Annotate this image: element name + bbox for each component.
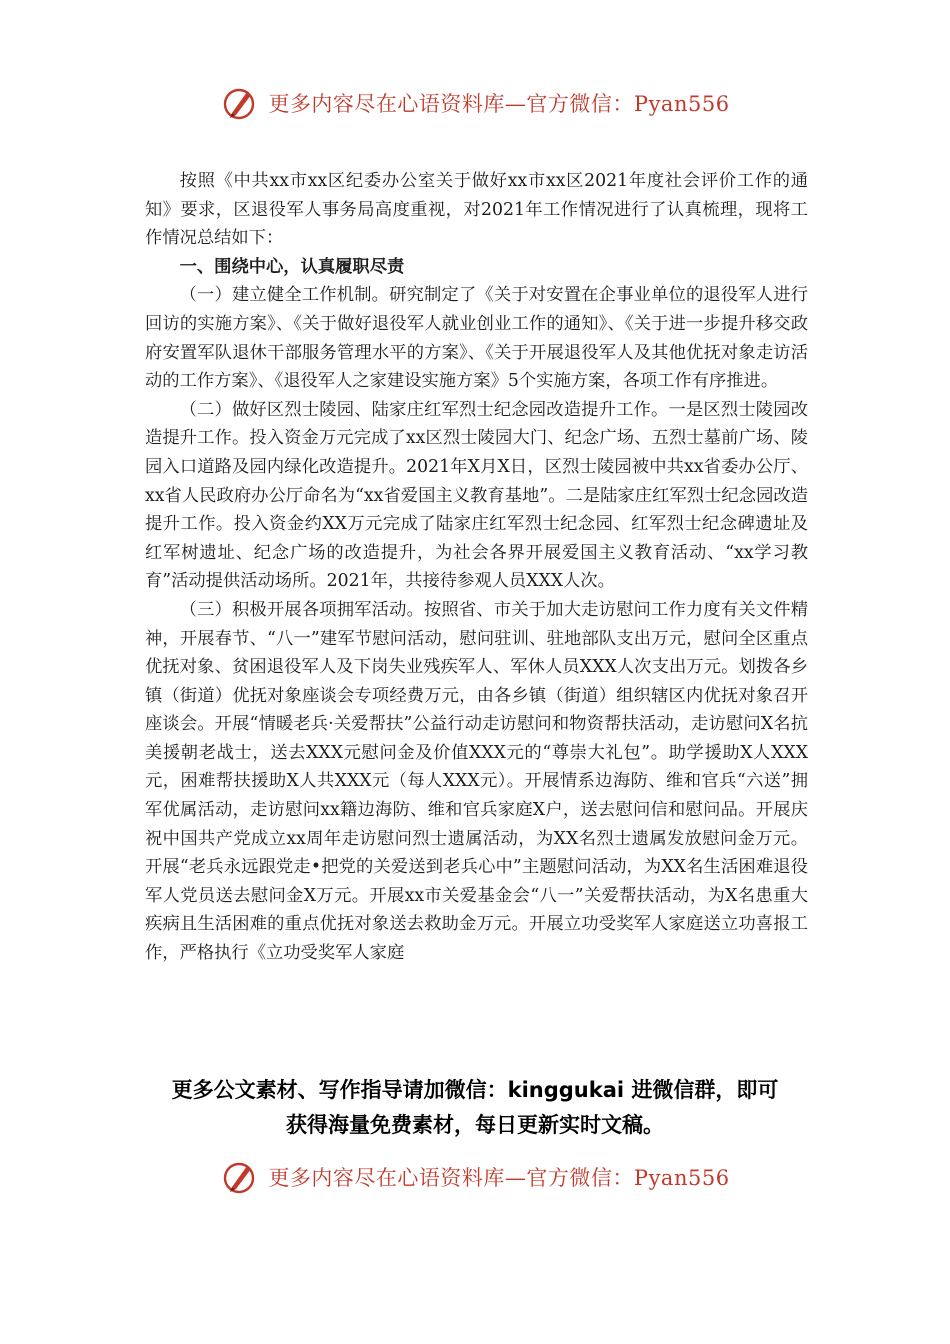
pen-logo-icon [220, 83, 260, 123]
promo-notice [100, 1073, 850, 1143]
paragraph-work-mechanism: （一）建立健全工作机制。研究制定了《关于对安置在企事业单位的退役军人进行回访的实施方案》、《关于做好退役军人就业创业工作的通知》、《关于进一步提升移交政府安置军队退休干部服务管理水平的方案》、《关于开展退役军人及其他优抚对象走访活动的工作方案》、《退役军人之家建设实施方案》5个实施方案，各项工作有序推进。 [145, 285, 808, 392]
paragraph-support-military: （三）积极开展各项拥军活动。按照省、市关于加大走访慰问工作力度有关文件精神，开展春节、“八一”建军节慰问活动，慰问驻训、驻地部队支出万元，慰问全区重点优抚对象、贫困退役军人及下岗失业残疾军人、军休人员XXX人次支出万元。划拨各乡镇（街道）优抚对象座谈会专项经费万元，由各乡镇（街道）组织辖区内优抚对象召开座谈会。开展“情暖老兵·关爱帮扶”公益行动走访慰问和物资帮扶活动，走访慰问X名抗美援朝老战士，送去XXX元慰问金及价值XXX元的“尊崇大礼包”。助学援助X人XXX元，困难帮扶援助X人共XXX元（每人XXX元）。开展情系边海防、维和官兵“六送”拥军优属活动，走访慰问xx籍边海防、维和官兵家庭X户，送去慰问信和慰问品。开展庆祝中国共产党成立xx周年走访慰问烈士遗属活动，为XX名烈士遗属发放慰问金万元。开展“老兵永远跟党走•把党的关爱送到老兵心中”主题慰问活动，为XX名生活困难退役军人党员送去慰问金X万元。开展xx市关爱基金会“八一”关爱帮扶活动，为X名患重大疾病且生活困难的重点优抚对象送去救助金万元。开展立功受奖军人家庭送立功喜报工作，严格执行《立功受奖军人家庭 [145, 599, 808, 964]
document-body [145, 167, 808, 968]
promo-line-2: 获得海量免费素材，每日更新实时文稿。 [286, 1113, 664, 1137]
watermark-banner-top [0, 78, 950, 128]
intro-paragraph: 按照《中共xx市xx区纪委办公室关于做好xx市xx区2021年度社会评价工作的通知》要求，区退役军人事务局高度重视，对2021年工作情况进行了认真梳理，现将工作情况总结如下： [145, 171, 808, 249]
pen-logo-icon [220, 1157, 260, 1197]
promo-line-1: 更多公文素材、写作指导请加微信：kinggukai 进微信群，即可 [171, 1078, 779, 1102]
watermark-text-top: 更多内容尽在心语资料库—官方微信：Pyan556 [268, 92, 730, 116]
section-heading: 一、围绕中心，认真履职尽责 [179, 256, 405, 277]
paragraph-cemetery-renovation: （二）做好区烈士陵园、陆家庄红军烈士纪念园改造提升工作。一是区烈士陵园改造提升工作。投入资金万元完成了xx区烈士陵园大门、纪念广场、五烈士墓前广场、陵园入口道路及园内绿化改造提升。2021年X月X日，区烈士陵园被中共xx省委办公厅、xx省人民政府办公厅命名为“xx省爱国主义教育基地”。二是陆家庄红军烈士纪念园改造提升工作。投入资金约XX万元完成了陆家庄红军烈士纪念园、红军烈士纪念碑遗址及红军树遗址、纪念广场的改造提升，为社会各界开展爱国主义教育活动、“xx学习教育”活动提供活动场所。2021年，共接待参观人员XXX人次。 [145, 399, 808, 592]
watermark-banner-bottom [0, 1152, 950, 1202]
watermark-text-bottom: 更多内容尽在心语资料库—官方微信：Pyan556 [268, 1166, 730, 1190]
